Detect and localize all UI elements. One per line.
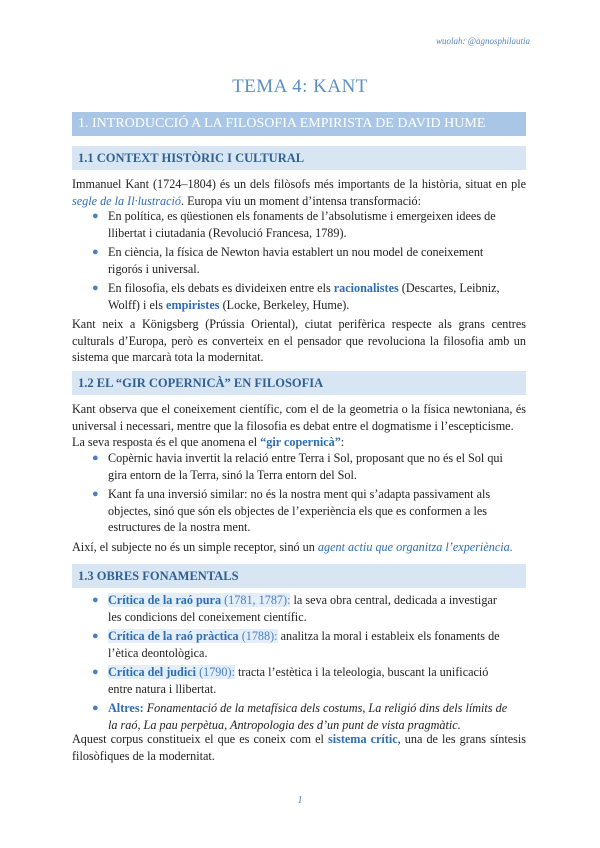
paragraph-copernican-intro [72, 401, 526, 451]
list-item [92, 486, 512, 536]
list-item [92, 592, 512, 625]
text: Kant fa una inversió similar: no és la nostra ment qui s’adapta passivament als objectes, sinó que són els objectes de l’experiència els que es conformen a les estructures de la nostra ment. [108, 487, 491, 534]
copernican-turn-term: “gir copernicà” [260, 435, 341, 449]
active-agent-phrase: agent actiu que organitza l’experiència. [317, 540, 513, 554]
work-title: Crítica de la raó pràctica [108, 629, 239, 643]
text: En política, es qüestionen els fonaments de l’absolutisme i emergeixen idees de llibertat i ciutadania (Revolució Francesa, 1789). [108, 209, 496, 240]
subsection-heading-1-3: 1.3 OBRES FONAMENTALS [72, 564, 526, 588]
subsection-heading-1-1: 1.1 CONTEXT HISTÒRIC I CULTURAL [72, 146, 526, 170]
text: analitza la moral i estableix els fonaments de l’ètica deontològica. [108, 629, 500, 660]
bullet-icon: ● [92, 488, 99, 500]
bullet-icon: ● [92, 210, 99, 222]
empiricists-term: empiristes [166, 297, 220, 312]
enlightenment-link: segle de la Il·lustració [72, 193, 181, 208]
bullet-icon: ● [92, 702, 99, 714]
works-bullet-list [92, 592, 512, 736]
bullet-icon: ● [92, 282, 99, 294]
rationalists-term: racionalistes [333, 281, 399, 295]
paragraph-context-intro [72, 176, 526, 209]
text: La seva resposta és el que anomena el [72, 435, 261, 449]
work-year: (1781, 1787): [221, 593, 291, 607]
list-item [92, 628, 512, 661]
text: Així, el subjecte no és un simple receptor, sinó un [72, 540, 318, 554]
work-year: (1790): [196, 665, 235, 679]
watermark: wuolah: @agnosphilautia [435, 36, 530, 46]
list-item [92, 700, 512, 733]
text: Immanuel Kant (1724–1804) és un dels filòsofs més importants de la història, situat en ple [72, 177, 526, 191]
subsection-heading-1-2: 1.2 EL “GIR COPERNICÀ” EN FILOSOFIA [72, 371, 526, 395]
text: Kant observa que el coneixement científic, com el de la geometria o la física newtoniana, és universal i necessari, mentre que la filosofia es debat entre el dogmatisme i l’escepticisme. [72, 402, 526, 433]
text: Fonamentació de la metafísica dels costums, La religió dins dels límits de la raó, La pau perpètua, Antropologia des d’un punt de vista pragmàtic. [108, 701, 508, 732]
paragraph-context-closing: Kant neix a Königsberg (Prússia Oriental), ciutat perifèrica respecte als grans centres culturals d’Europa, però es converteix en el pensador que revoluciona la filosofia amb un sistema que marcarà tota la modernitat. [72, 317, 526, 364]
text: En filosofia, els debats es divideixen entre els [108, 281, 334, 295]
text: la seva obra central, dedicada a investigar les condicions del coneixement científic. [108, 593, 497, 624]
work-title: Crítica del judici [108, 665, 197, 679]
text: tracta l’estètica i la teleologia, buscant la unificació entre natura i llibertat. [108, 665, 489, 696]
bullet-icon: ● [92, 666, 99, 678]
text: . Europa viu un moment d’intensa transformació: [181, 193, 421, 208]
text: Copèrnic havia invertit la relació entre Terra i Sol, proposant que no és el Sol qui gira entorn de la Terra, sinó la Terra entorn del Sol. [108, 451, 503, 482]
page-number: 1 [297, 794, 303, 806]
section-heading-1: 1. INTRODUCCIÓ A LA FILOSOFIA EMPIRISTA DE DAVID HUME [72, 112, 526, 136]
list-item [92, 244, 512, 277]
text: (Locke, Berkeley, Hume). [219, 297, 350, 312]
critical-system-term: sistema crític [327, 732, 398, 746]
paragraph-works-closing [72, 731, 526, 764]
bullet-icon: ● [92, 452, 99, 464]
text: : [340, 435, 345, 449]
work-title: Crítica de la raó pura [108, 593, 222, 607]
list-item [92, 450, 512, 483]
work-title: Altres: [108, 701, 144, 715]
copernican-bullet-list [92, 450, 512, 539]
text: (Descartes, Leibniz, Wolff) i els [108, 281, 500, 312]
bullet-icon: ● [92, 246, 99, 258]
text: , una de les grans síntesis filosòfiques de la modernitat. [72, 732, 526, 763]
list-item [92, 664, 512, 697]
page-title: TEMA 4: KANT [232, 76, 368, 97]
paragraph-copernican-closing [72, 539, 526, 556]
context-bullet-list [92, 208, 512, 316]
text: Aquest corpus constitueix el que es coneix com el [72, 732, 328, 746]
list-item [92, 280, 512, 313]
bullet-icon: ● [92, 630, 99, 642]
bullet-icon: ● [92, 594, 99, 606]
work-year: (1788): [238, 629, 278, 643]
list-item [92, 208, 512, 241]
text: En ciència, la física de Newton havia establert un nou model de coneixement rigorós i universal. [108, 245, 484, 276]
